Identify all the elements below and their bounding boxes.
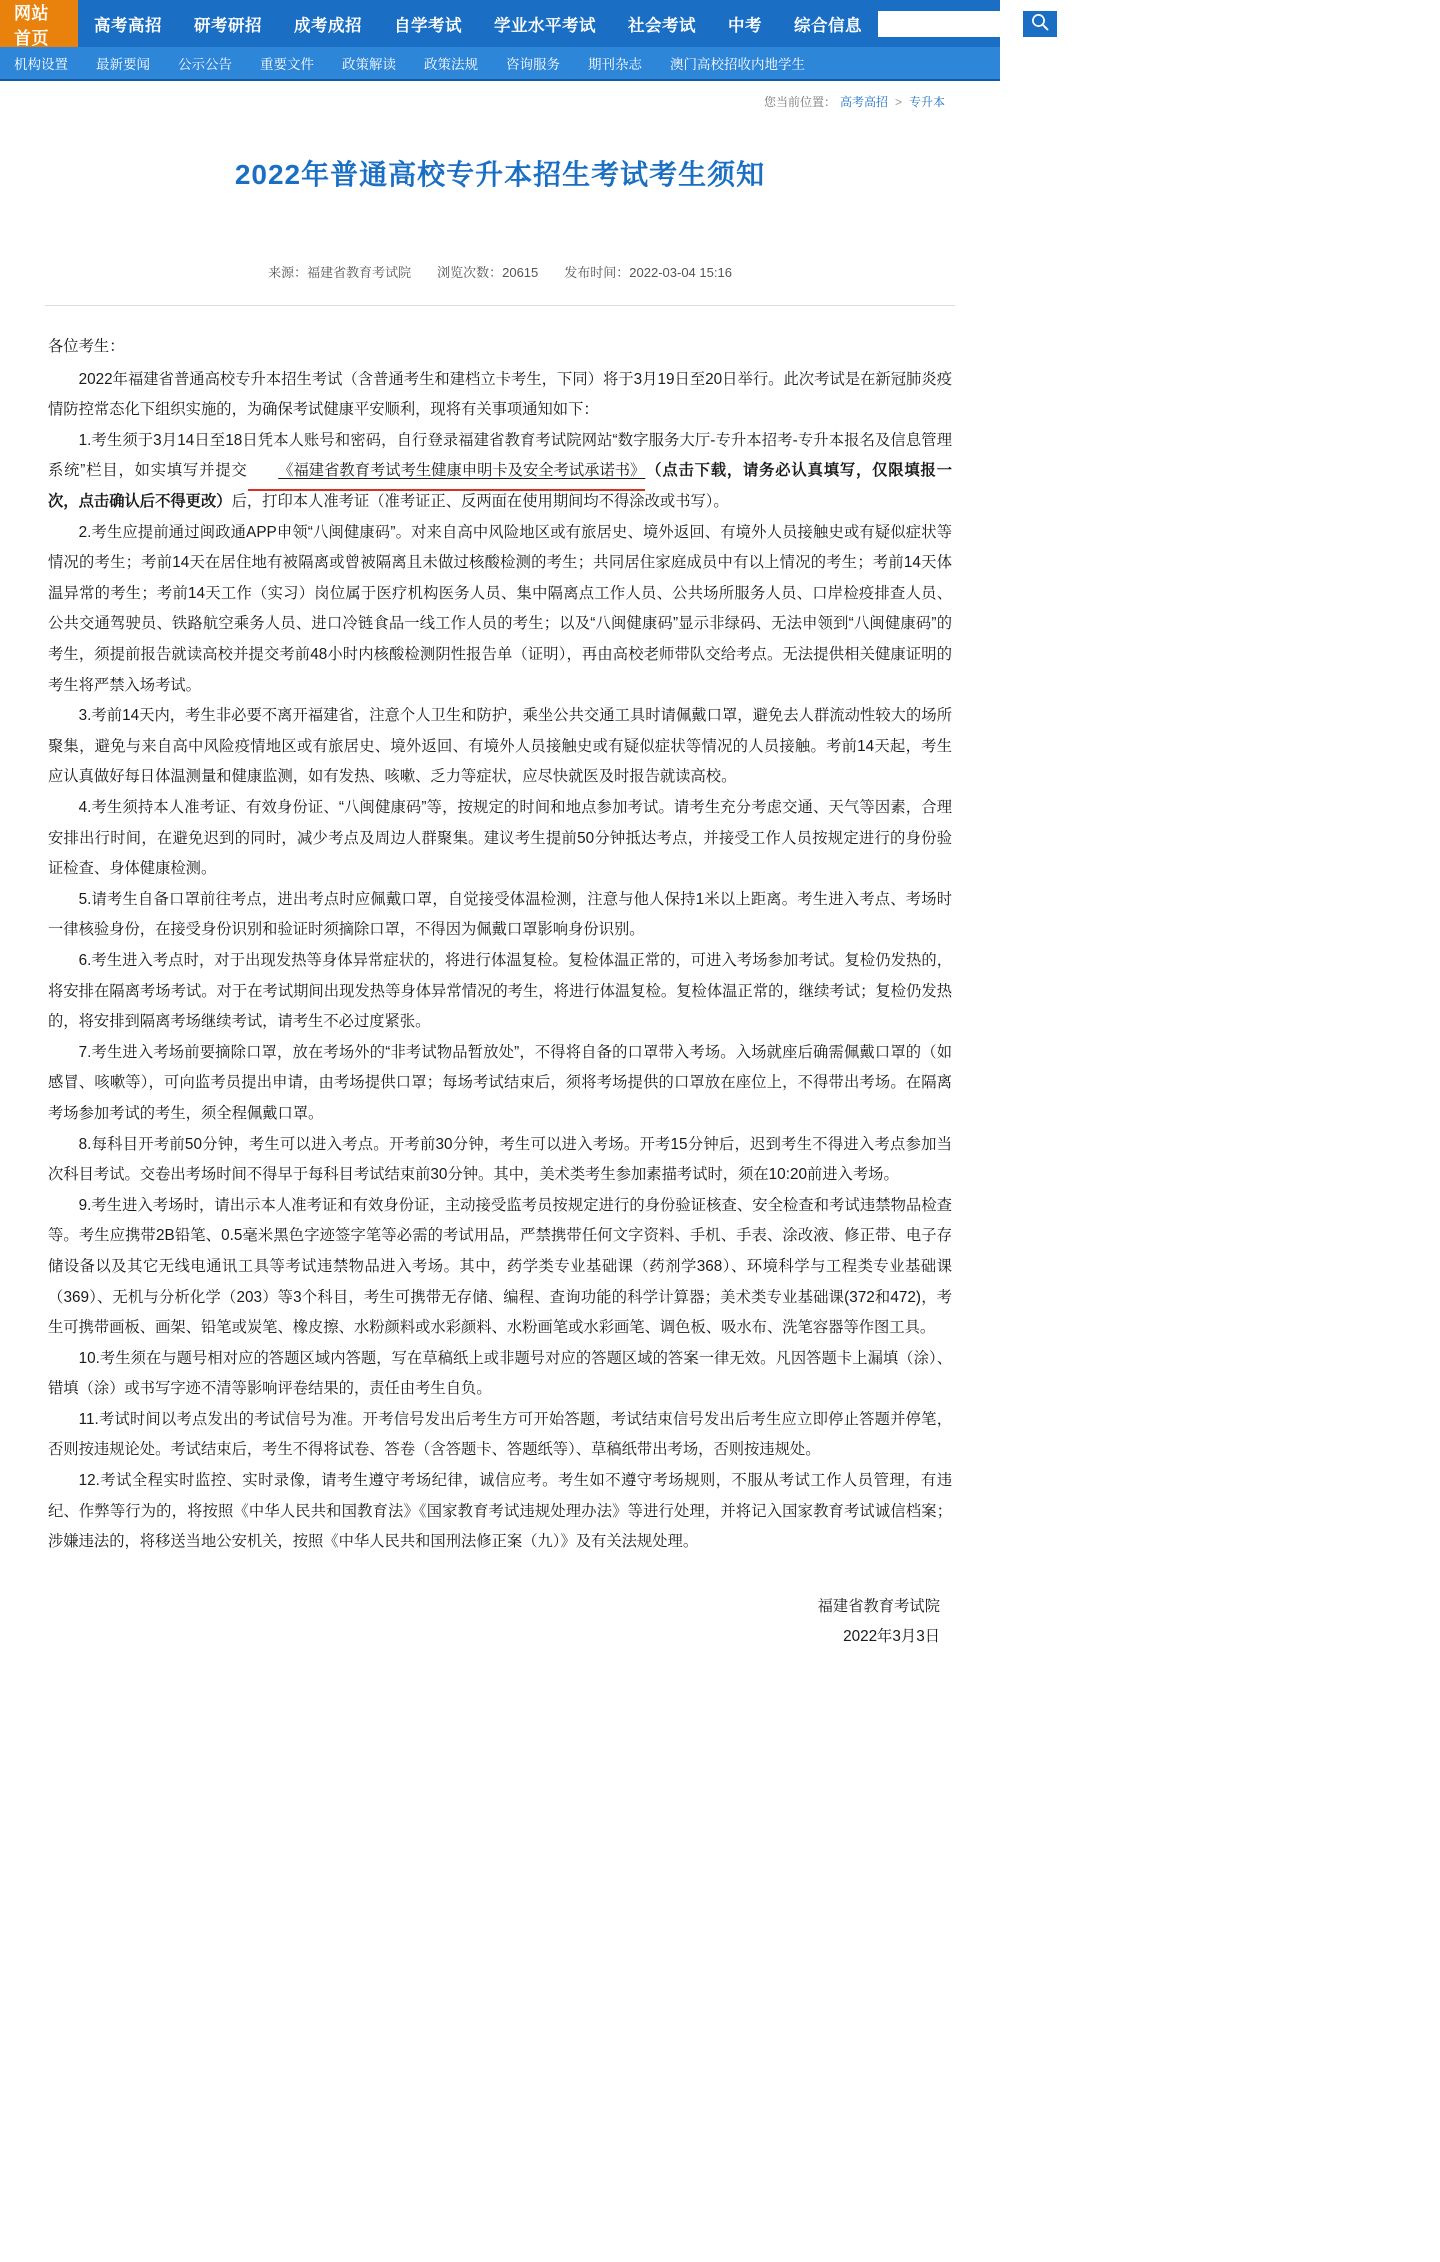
nav-item-label: 成考成招 [294,16,362,35]
subnav-item-label: 澳门高校招收内地学生 [670,57,805,72]
search-area [878,0,1071,47]
article-publish-value: 2022-03-04 15:16 [629,265,732,281]
article-views-value: 20615 [502,265,539,281]
nav-item-zikao[interactable] [378,0,478,47]
article-views-label: 浏览次数： [437,265,503,281]
paragraph-intro: 2022年福建省普通高校专升本招生考试（含普通考生和建档立卡考生，下同）将于3月19日至20日举行。此次考试是在新冠肺炎疫情防控常态化下组织实施的，为确保考试健康平安顺利，现将有关事项通知如下： [48,370,952,419]
subnav-item-jigoushezhi[interactable] [0,53,82,73]
nav-item-list [78,0,878,47]
subnav-item-label: 重要文件 [260,57,314,72]
subnav-item-label: 政策法规 [424,57,478,72]
nav-item-home-label: 网站首页 [14,3,49,48]
nav-item-xueyeshuiping[interactable] [478,0,612,47]
signature-organization: 福建省教育考试院 [817,1597,940,1615]
nav-item-label: 学业水平考试 [494,16,596,35]
paragraph-5: 5.请考生自备口罩前往考点，进出考点时应佩戴口罩，自觉接受体温检测，注意与他人保持1米以上距离。考生进入考点、考场时一律核验身份，在接受身份识别和验证时须摘除口罩，不得因为佩戴口罩影响身份识别。 [48,890,952,939]
paragraph-1-note: （点击下载，请务必认真填写，仅限填报一次，点击确认后不得更改） [48,462,952,511]
paragraph-6: 6.考生进入考点时，对于出现发热等身体异常症状的，将进行体温复检。复检体温正常的，可进入考场参加考试。复检仍发热的，将安排在隔离考场考试。对于在考试期间出现发热等身体异常情况的考生，将进行体温复检。复检体温正常的，继续考试；复检仍发热的，将安排到隔离考场继续考试，请考生不必过度紧张。 [48,951,952,1031]
nav-item-label: 综合信息 [794,16,862,35]
breadcrumb-parent-link[interactable]: 高考高招 [839,95,888,109]
article-source [268,262,411,281]
subnav-item-label: 机构设置 [14,57,68,72]
article-publish-label: 发布时间： [564,265,630,281]
article-publish-time [564,262,732,281]
page-title: 2022年普通高校专升本招生考试考生须知 [234,158,766,190]
subnav-item-label: 政策解读 [342,57,396,72]
signature-block [0,1558,1000,1653]
nav-item-label: 社会考试 [628,16,696,35]
paragraph-1-post: 后，打印本人准考证（准考证正、反两面在使用期间均不得涂改或书写）。 [231,493,729,511]
subnav-item-label: 最新要闻 [96,57,150,72]
top-navigation-bar [0,0,1000,47]
breadcrumb-current: 专升本 [908,95,945,109]
subnav-item-zuixinyaowen[interactable] [82,53,164,73]
subnav-item-qikanzazhi[interactable] [574,53,656,73]
signature-date: 2022年3月3日 [843,1628,940,1646]
salutation: 各位考生： [48,338,125,356]
breadcrumb-prefix: 您当前位置： [763,95,836,109]
article-source-value: 福建省教育考试院 [307,265,412,281]
nav-item-label: 研考研招 [194,16,262,35]
article-meta [0,214,1000,281]
nav-item-shehuikaoshi[interactable] [612,0,712,47]
paragraph-2: 2.考生应提前通过闽政通APP申领“八闽健康码”。对来自高中风险地区或有旅居史、境外返回、有境外人员接触史或有疑似症状等情况的考生；考前14天在居住地有被隔离或曾被隔离且未做过核酸检测的考生；共同居住家庭成员中有以上情况的考生；考前14天体温异常的考生；考前14天工作（实习）岗位属于医疗机构医务人员、集中隔离点工作人员、公共场所服务人员、口岸检疫排查人员、公共交通驾驶员、铁路航空乘务人员、进口冷链食品一线工作人员的考生；以及“八闽健康码”显示非绿码、无法申领到“八闽健康码”的考生，须提前报告就读高校并提交考前48小时内核酸检测阴性报告单（证明），再由高校老师带队交给考点。无法提供相关健康证明的考生将严禁入场考试。 [48,523,952,694]
article-container [0,133,1000,1683]
subnav-item-zixunfuwu[interactable] [492,53,574,73]
nav-item-home[interactable] [0,0,78,47]
paragraph-7: 7.考生进入考场前要摘除口罩，放在考场外的“非考试物品暂放处”，不得将自备的口罩带入考场。入场就座后确需佩戴口罩的（如感冒、咳嗽等），可向监考员提出申请，由考场提供口罩；每场考试结束后，须将考场提供的口罩放在座位上，不得带出考场。在隔离考场参加考试的考生，须全程佩戴口罩。 [48,1043,952,1122]
nav-item-chengkao[interactable] [278,0,378,47]
sub-navigation-bar [0,47,1000,81]
paragraph-1 [48,426,952,518]
nav-item-yankao[interactable] [178,0,278,47]
subnav-item-aomengaoxiao[interactable] [656,53,819,73]
health-declaration-download-link[interactable]: 《福建省教育考试考生健康申明卡及安全考试承诺书》 [248,456,646,487]
article-source-label: 来源： [268,265,308,281]
search-button[interactable] [1023,11,1057,37]
nav-item-zonghexinxi[interactable] [778,0,878,47]
article-body [0,306,1000,1558]
search-input[interactable] [878,11,1023,37]
subnav-item-zhengcejiedu[interactable] [328,53,410,73]
subnav-item-zhengcefagui[interactable] [410,53,492,73]
subnav-item-label: 公示公告 [178,57,232,72]
search-icon [1030,12,1050,35]
paragraph-9: 9.考生进入考场时，请出示本人准考证和有效身份证，主动接受监考员按规定进行的身份验证核查、安全检查和考试违禁物品检查等。考生应携带2B铅笔、0.5毫米黑色字迹签字笔等必需的考试用品，严禁携带任何文字资料、手机、手表、涂改液、修正带、电子存储设备以及其它无线电通讯工具等考试违禁物品进入考场。其中，药学类专业基础课（药剂学368）、环境科学与工程类专业基础课（369）、无机与分析化学（203）等3个科目，考生可携带无存储、编程、查询功能的科学计算器；美术类专业基础课(372和472)，考生可携带画板、画架、铅笔或炭笔、橡皮擦、水粉颜料或水彩颜料、水粉画笔或水彩画笔、调色板、吸水布、洗笔容器等作图工具。 [48,1196,952,1337]
nav-item-label: 自学考试 [394,16,462,35]
paragraph-10: 10.考生须在与题号相对应的答题区域内答题，写在草稿纸上或非题号对应的答题区域的答案一律无效。凡因答题卡上漏填（涂）、错填（涂）或书写字迹不清等影响评卷结果的，责任由考生自负。 [48,1349,952,1398]
paragraph-3: 3.考前14天内，考生非必要不离开福建省，注意个人卫生和防护，乘坐公共交通工具时请佩戴口罩，避免去人群流动性较大的场所聚集，避免与来自高中风险疫情地区或有旅居史、境外返回、有境外人员接触史或有疑似症状等情况的人员接触。考前14天起，考生应认真做好每日体温测量和健康监测，如有发热、咳嗽、乏力等症状，应尽快就医及时报告就读高校。 [48,707,952,786]
nav-item-gaokao[interactable] [78,0,178,47]
subnav-item-label: 期刊杂志 [588,57,642,72]
paragraph-12: 12.考试全程实时监控、实时录像，请考生遵守考场纪律，诚信应考。考生如不遵守考场规则，不服从考试工作人员管理，有违纪、作弊等行为的，将按照《中华人民共和国教育法》《国家教育考试违规处理办法》等进行处理，并将记入国家教育考试诚信档案；涉嫌违法的，将移送当地公安机关，按照《中华人民共和国刑法修正案（九）》及有关法规处理。 [48,1472,952,1551]
subnav-item-zhongyaowenjian[interactable] [246,53,328,73]
article-views [437,262,538,281]
paragraph-4: 4.考生须持本人准考证、有效身份证、“八闽健康码”等，按规定的时间和地点参加考试。请考生充分考虑交通、天气等因素，合理安排出行时间，在避免迟到的同时，减少考点及周边人群聚集。建议考生提前50分钟抵达考点，并接受工作人员按规定进行的身份验证检查、身体健康检测。 [48,799,952,878]
subnav-item-label: 咨询服务 [506,57,560,72]
breadcrumb [0,81,1000,114]
paragraph-1-pre: 1.考生须于3月14日至18日凭本人账号和密码，自行登录福建省教育考试院网站“数字服务大厅-专升本招考-专升本报名及信息管理系统”栏目，如实填写并提交 [48,431,952,480]
nav-item-zhongkao[interactable] [712,0,778,47]
breadcrumb-separator: > [894,94,902,109]
nav-item-label: 中考 [728,16,762,35]
paragraph-11: 11.考试时间以考点发出的考试信号为准。开考信号发出后考生方可开始答题，考试结束信号发出后考生应立即停止答题并停笔，否则按违规论处。考试结束后，考生不得将试卷、答卷（含答题卡、答题纸等）、草稿纸带出考场，否则按违规处。 [48,1410,952,1459]
paragraph-8: 8.每科目开考前50分钟，考生可以进入考点。开考前30分钟，考生可以进入考场。开考15分钟后，迟到考生不得进入考点参加当次科目考试。交卷出考场时间不得早于每科目考试结束前30分钟。其中，美术类考生参加素描考试时，须在10:20前进入考场。 [48,1135,952,1184]
subnav-item-gongshigonggao[interactable] [164,53,246,73]
nav-item-label: 高考高招 [94,16,162,35]
